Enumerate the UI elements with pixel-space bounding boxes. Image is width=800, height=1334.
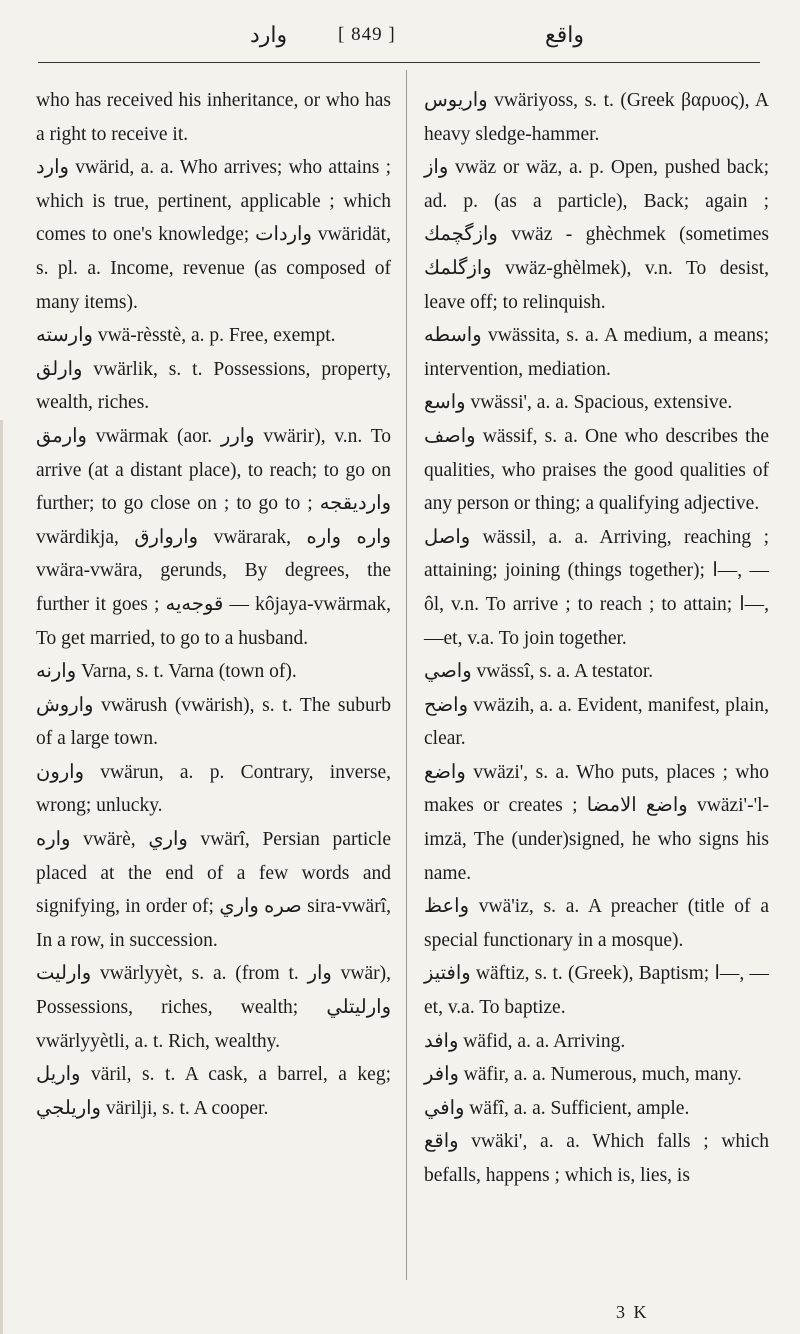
page-header	[0, 18, 800, 58]
column-divider	[406, 70, 407, 1280]
dictionary-entry: واره vwärè, واري vwärî, Persian particle placed at the end of a few words and signifying, in order of; صره واري sira-vwärî, In a row, in succession.	[36, 829, 391, 951]
dictionary-entry: وارمق vwärmak (aor. وارر vwärir), v.n. To arrive (at a distant place), to reach; to go on further; to go close on ; to go to ; وارديقجه vwärdikja, واروارق vwärarak, واره واره vwära-vwära, gerunds, By degrees, the further it goes ; قوجه‌يه — kôjaya-vwärmak, To get married, to go to a husband.	[36, 425, 391, 649]
header-headword-left: وارد	[250, 22, 288, 47]
dictionary-entry: واضح vwäzih, a. a. Evident, manifest, plain, clear.	[424, 694, 769, 750]
dictionary-entry: واريل väril, s. t. A cask, a barrel, a keg; واريلجي värilji, s. t. A cooper.	[36, 1064, 391, 1119]
dictionary-entry: وافر wäfir, a. a. Numerous, much, many.	[424, 1064, 742, 1086]
dictionary-entry: واصف wässif, s. a. One who describes the qualities, who praises the good qualities of any person or thing; a qualifying adjective.	[424, 425, 769, 515]
dictionary-entry: وارليت vwärlyyèt, s. a. (from t. وار vwär), Possessions, riches, wealth; وارليتلي vwärlyyètli, a. t. Rich, wealthy.	[36, 963, 391, 1052]
dictionary-entry: وافي wäfî, a. a. Sufficient, ample.	[424, 1097, 690, 1119]
dictionary-entry: وافتيز wäftiz, s. t. (Greek), Baptism; ا—, —et, v.a. To baptize.	[424, 963, 769, 1019]
dictionary-entry: واعظ vwä'iz, s. a. A preacher (title of a special functionary in a mosque).	[424, 896, 769, 951]
dictionary-entry: واضع vwäzi', s. a. Who puts, places ; who makes or creates ; واضع الامضا vwäzi'-'l-imzä, The (under)signed, he who signs his name.	[424, 761, 769, 884]
dictionary-entry: who has received his inheritance, or who has a right to receive it.	[36, 90, 391, 145]
dictionary-entry: وارنه Varna, s. t. Varna (town of).	[36, 661, 297, 683]
dictionary-entry: واروش vwärush (vwärish), s. t. The suburb of a large town.	[36, 694, 391, 750]
page-edge-shadow	[0, 420, 3, 1334]
right-column	[424, 84, 769, 1193]
dictionary-entry: وارسته vwä-rèsstè, a. p. Free, exempt.	[36, 325, 336, 347]
dictionary-entry: واسع vwässi', a. a. Spacious, extensive.	[424, 392, 733, 414]
dictionary-entry: واصل wässil, a. a. Arriving, reaching ; attaining; joining (things together); ا—, —ôl, v.n. To arrive ; to reach ; to attain; ا—, —et, v.a. To join together.	[424, 526, 770, 649]
header-headword-right: واقع	[545, 22, 584, 47]
dictionary-entry: واز vwäz or wäz, a. p. Open, pushed back; ad. p. (as a particle), Back; again ; وازگچمك vwäz - ghèchmek (sometimes وازگلمك vwäz-ghèlmek), v.n. To desist, leave off; to relinquish.	[424, 157, 769, 313]
dictionary-entry: وارد vwärid, a. a. Who arrives; who attains ; which is true, pertinent, applicable ; which comes to one's knowledge; واردات vwäridät, s. pl. a. Income, revenue (as composed of many items).	[36, 157, 391, 313]
left-column	[36, 84, 391, 1125]
dictionary-entry: واقع vwäki', a. a. Which falls ; which befalls, happens ; which is, lies, is	[424, 1131, 769, 1186]
signature-mark: 3 K	[616, 1302, 649, 1322]
dictionary-entry: واسطه vwässita, s. a. A medium, a means; intervention, mediation.	[424, 325, 769, 380]
dictionary-entry: وافد wäfid, a. a. Arriving.	[424, 1030, 626, 1052]
page-number: [ 849 ]	[338, 24, 396, 45]
header-rule	[38, 62, 760, 63]
dictionary-entry: وارون vwärun, a. p. Contrary, inverse, wrong; unlucky.	[36, 761, 391, 817]
dictionary-entry: واصي vwässî, s. a. A testator.	[424, 661, 654, 683]
dictionary-entry: وارلق vwärlik, s. t. Possessions, property, wealth, riches.	[36, 358, 391, 414]
dictionary-entry: واريوس vwäriyoss, s. t. (Greek βαρυος), A heavy sledge-hammer.	[424, 90, 769, 145]
